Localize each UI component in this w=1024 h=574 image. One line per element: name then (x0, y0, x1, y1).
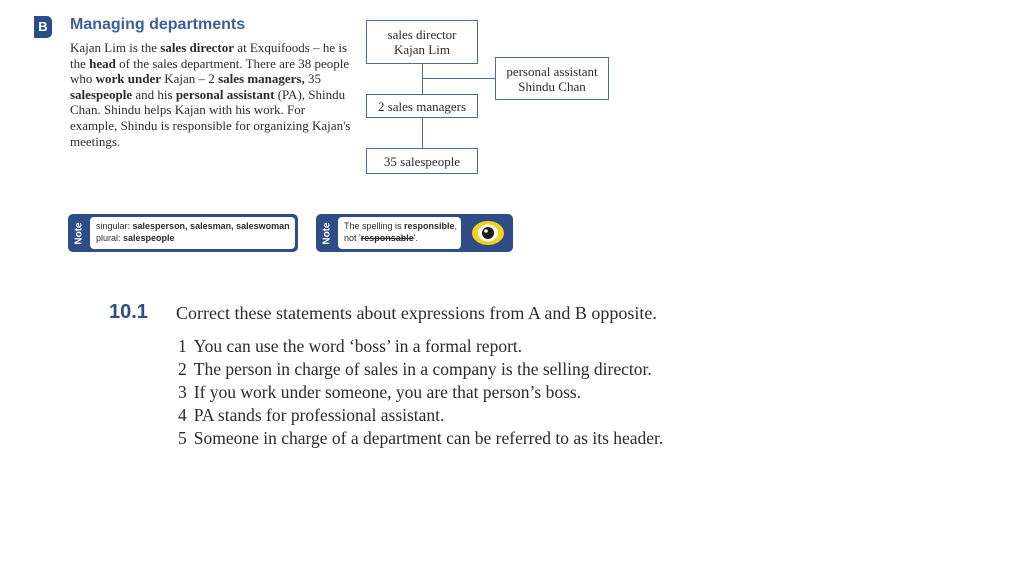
org-connector-horizontal (422, 78, 495, 79)
org-box-personal-assistant (495, 57, 609, 100)
note-body (90, 217, 295, 249)
org-role: personal assistant (506, 63, 598, 79)
term-sales-director: sales director (160, 40, 235, 55)
item-text: If you work under someone, you are that person’s boss. (193, 382, 582, 402)
note-line-singular: singular: salesperson, salesman, saleswoman (96, 221, 290, 231)
exercise-item (178, 404, 663, 427)
item-text: You can use the word ‘boss’ in a formal report. (193, 336, 523, 356)
item-number: 2 (178, 359, 187, 379)
item-text: PA stands for professional assistant. (193, 405, 445, 425)
intro-text: Kajan – 2 (161, 71, 219, 87)
item-number: 3 (178, 382, 187, 402)
note-line-plural: plural: salespeople (96, 233, 175, 243)
item-number: 1 (178, 336, 187, 356)
term-personal-assistant: personal assistant (175, 86, 275, 102)
org-box-salespeople (366, 148, 478, 174)
intro-text: and his (132, 86, 176, 102)
item-text: The person in charge of sales in a company is the selling director. (193, 359, 652, 379)
exercise-item (178, 381, 663, 404)
org-person-name: Shindu Chan (518, 78, 586, 94)
org-person-name: Kajan Lim (394, 42, 450, 57)
intro-text: 35 (304, 71, 321, 87)
exercise-item (178, 358, 663, 381)
section-title: Managing departments (70, 16, 246, 33)
term-head: head (89, 55, 116, 71)
eye-icon (471, 219, 505, 247)
term-work-under: work under (95, 71, 162, 87)
note-line-spelling: The spelling is responsible, (344, 221, 458, 231)
exercise-item (178, 335, 663, 358)
note-box-plural (68, 214, 298, 252)
note-body (338, 217, 461, 249)
org-role: 2 sales managers (377, 98, 467, 114)
term-sales-managers: sales managers, (218, 71, 305, 87)
note-line-misspelling: not 'responsable'. (344, 233, 418, 243)
note-box-spelling (316, 214, 513, 252)
intro-text: (PA), Shindu Chan. Shindu helps Kajan with his work. For example, Shindu is responsible for organizing Kajan's meetings. (70, 86, 351, 149)
exercise-item (178, 427, 663, 450)
exercise-instruction: Correct these statements about expressions from A and B opposite. (176, 303, 657, 323)
org-role: 35 salespeople (383, 153, 461, 169)
org-box-sales-director (366, 20, 478, 64)
note-label: Note (321, 221, 333, 245)
intro-text: of the sales department. There are 38 people who (70, 55, 350, 87)
note-label: Note (73, 221, 85, 245)
section-marker: B (34, 16, 52, 38)
intro-text: at Exquifoods – he is the (70, 40, 348, 71)
intro-paragraph (70, 40, 355, 149)
item-text: Someone in charge of a department can be referred to as its header. (193, 428, 664, 448)
org-connector-vertical-bottom (422, 118, 423, 148)
term-salespeople: salespeople (70, 86, 133, 102)
exercise-number: 10.1 (109, 301, 148, 323)
item-number: 4 (178, 405, 187, 425)
item-number: 5 (178, 428, 187, 448)
exercise-list (178, 335, 663, 450)
org-role: sales director (387, 27, 457, 42)
org-box-sales-managers (366, 94, 478, 118)
intro-text: Kajan Lim is the (70, 40, 161, 55)
org-connector-vertical-top (422, 64, 423, 94)
